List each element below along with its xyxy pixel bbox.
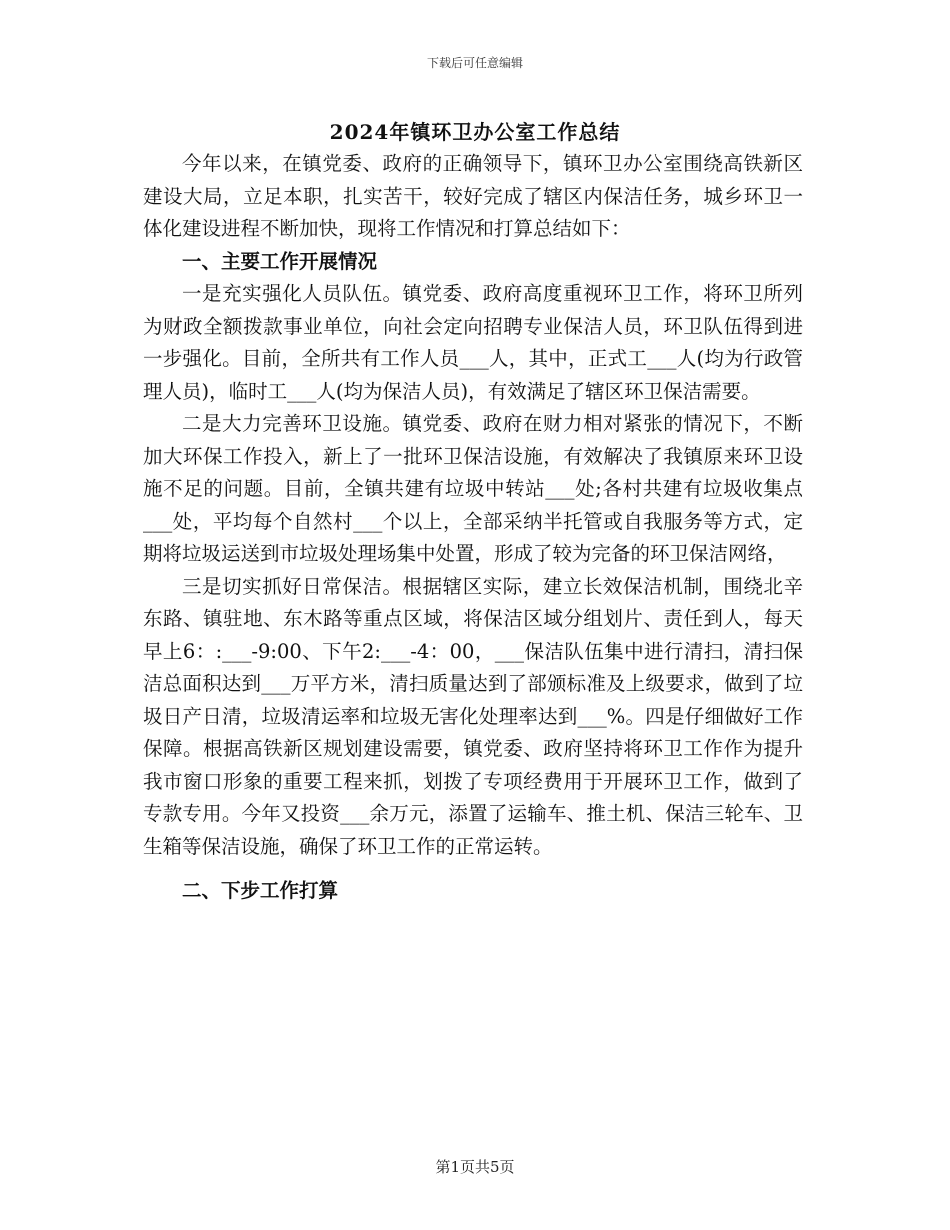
paragraph-daily-cleaning: 三是切实抓好日常保洁。根据辖区实际，建立长效保洁机制，围绕北辛东路、镇驻地、东木路等重点区域，将保洁区域分组划片、责任到人，每天早上6：:___-9:00、下午2:___-4：00，___保洁队伍集中进行清扫，清扫保洁总面积达到___万平方米，清扫质量达到了部颁标准及上级要求，做到了垃圾日产日清，垃圾清运率和垃圾无害化处理率达到___%。四是仔细做好工作保障。根据高铁新区规划建设需要，镇党委、政府坚持将环卫工作作为提升我市窗口形象的重要工程来抓，划拨了专项经费用于开展环卫工作，做到了专款专用。今年又投资___余万元，添置了运输车、推土机、保洁三轮车、卫生箱等保洁设施，确保了环卫工作的正常运转。 (143, 574, 803, 858)
document-body (143, 148, 803, 908)
document-title: 2024年镇环卫办公室工作总结 (329, 120, 621, 144)
paragraph-facilities: 二是大力完善环卫设施。镇党委、政府在财力相对紧张的情况下，不断加大环保工作投入，新上了一批环卫保洁设施，有效解决了我镇原来环卫设施不足的问题。目前，全镇共建有垃圾中转站___处;各村共建有垃圾收集点___处，平均每个自然村___个以上，全部采纳半托管或自我服务等方式，定期将垃圾运送到市垃圾处理场集中处置，形成了较为完备的环卫保洁网络， (143, 412, 803, 565)
page-footer: 第1页共5页 (435, 1158, 515, 1176)
section-heading-1: 一、主要工作开展情况 (182, 249, 378, 273)
intro-paragraph: 今年以来，在镇党委、政府的正确领导下，镇环卫办公室围绕高铁新区建设大局，立足本职，扎实苦干，较好完成了辖区内保洁任务，城乡环卫一体化建设进程不断加快，现将工作情况和打算总结如下： (143, 152, 803, 240)
paragraph-staffing: 一是充实强化人员队伍。镇党委、政府高度重视环卫工作，将环卫所列为财政全额拨款事业单位，向社会定向招聘专业保洁人员，环卫队伍得到进一步强化。目前，全所共有工作人员___人，其中，正式工___人(均为行政管理人员)，临时工___人(均为保洁人员)，有效满足了辖区环卫保洁需要。 (143, 282, 803, 403)
section-heading-2: 二、下步工作打算 (182, 879, 339, 902)
header-note: 下载后可任意编辑 (426, 56, 523, 70)
